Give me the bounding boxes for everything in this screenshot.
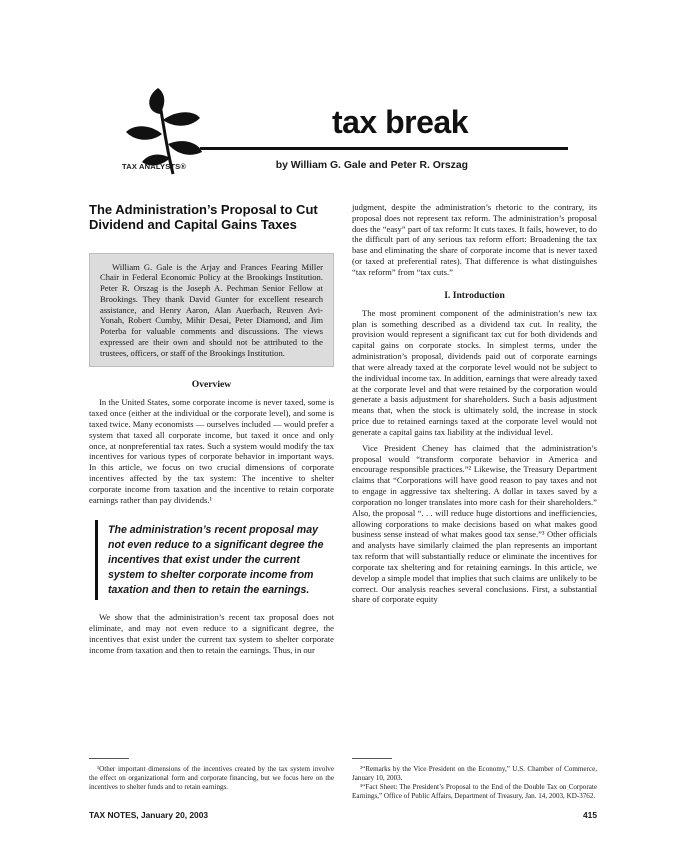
logo-text: TAX ANALYSTS®	[122, 162, 187, 171]
overview-paragraph-1: In the United States, some corporate income is never taxed, some is taxed once (either at the individual or the corporate level), and some is taxed twice. Many economists — ourselves included — would prefer a system that taxed all corporate income, but taxed it once and only once, at nonpreferential tax rates. Such a system would modify the tax incentives for various types of corporate behavior in important ways. In this article, we focus on two crucial dimensions of corporate incentives affected by the tax system: The incentive to shelter corporate income from taxation and the incentive to retain corporate earnings rather than pay dividends.¹	[89, 397, 334, 505]
right-column	[352, 202, 597, 605]
title-rule	[200, 147, 568, 150]
author-bio-box: William G. Gale is the Arjay and Frances Fearing Miller Chair in Federal Economic Policy at the Brookings Institution. Peter R. Orszag is the Joseph A. Pechman Senior Fellow at Brookings. They thank David Gunter for excellent research assistance, and Henry Aaron, Alan Auerbach, Reuven Avi-Yonah, Robert Cumby, Mihir Desai, Peter Diamond, and Jim Poterba for valuable comments and discussions. The views expressed are their own and should not be attributed to the trustees, officers, or staff of the Brookings Institution.	[89, 253, 334, 368]
footnote-3: ³“Fact Sheet: The President’s Proposal to the End of the Double Tax on Corporate Earnings,” Office of Public Affairs, Department of Treasury, Jan. 14, 2003, KD-3762.	[352, 783, 597, 801]
section-heading-introduction: I. Introduction	[444, 289, 505, 301]
article-title: The Administration’s Proposal to Cut Dividend and Capital Gains Taxes	[89, 202, 318, 233]
publication-footer: TAX NOTES, January 20, 2003	[89, 810, 209, 820]
footnote-rule	[352, 758, 392, 759]
section-heading-overview: Overview	[191, 379, 232, 391]
footnote-rule	[89, 758, 129, 759]
overview-paragraph-2: We show that the administration’s recent tax proposal does not eliminate, and may not even reduce to a significant degree, the incentives that exist under the current tax system to shelter corporate income from taxation and then to retain the earnings. Thus, in our	[89, 612, 334, 655]
left-column	[89, 202, 334, 656]
introduction-paragraph-1: The most prominent component of the administration’s new tax plan is something described as a dividend tax cut. In reality, the provision would represent a significant tax cut for both dividends and capital gains on corporate stocks. In simplest terms, under the administration’s proposal, dividends paid out of corporate earnings that were already taxed at the corporate level would not be subject to the individual income tax. In addition, earnings that were already taxed at the corporate level and that were retained by the corporation would generate a basis adjustment for shareholders. Such a basis adjustment means that, when the stock is ultimately sold, the increase in stock price due to retained earnings taxed at the corporate level would not generate a capital gains tax liability at the individual level.	[352, 307, 597, 437]
pull-quote: The administration’s recent proposal may not even reduce to a significant degree the incentives that exist under the current system to shelter corporate income from taxation and then to retain the earnings.	[95, 520, 334, 601]
right-paragraph-1: judgment, despite the administration’s rhetoric to the contrary, its proposal does not represent tax reform. The administration’s proposal does the “easy” part of tax reform: It cuts taxes. It fails, however, to do the difficult part of any serious tax reform effort: Broadening the tax base and eliminating the share of corporate income that is never taxed (or taxed at preferential rates). That difference is what distinguishes “tax reform” from “tax cuts.”	[352, 202, 597, 277]
page-number: 415	[583, 810, 597, 820]
footnotes-right	[352, 758, 597, 801]
footnote-1: ¹Other important dimensions of the incentives created by the tax system involve the effect on organizational form and corporate financing, but we focus here on the incentives to shelter funds and to retain earnings.	[89, 765, 334, 792]
footnote-2: ²“Remarks by the Vice President on the Economy,” U.S. Chamber of Commerce, January 10, 2003.	[352, 765, 597, 783]
footnotes-left	[89, 758, 334, 792]
byline: by William G. Gale and Peter R. Orszag	[275, 160, 468, 171]
introduction-paragraph-2: Vice President Cheney has claimed that the administration’s proposal would “transform corporate behavior in America and encourage responsible practices.”² Likewise, the Treasury Department claims that “Corporations will have good reason to pay taxes and not to engage in aggressive tax sheltering. A dollar in taxes saved by a corporation no longer translates into more cash for their shareholders.” Also, the proposal “. . . will reduce huge distortions and inefficiencies, allowing corporations to make decisions based on what makes good business sense instead of what makes good tax sense.”³ Other officials and analysts have similarly claimed the plan represents an important tax reform that will substantially reduce or eliminate the incentives for corporate tax sheltering and for retaining earnings. In this article, we develop a simple model that implies that such claims are unlikely to be correct. Our analysis reaches several conclusions. First, a substantial share of corporate equity	[352, 442, 597, 605]
column-title: tax break	[331, 104, 468, 140]
